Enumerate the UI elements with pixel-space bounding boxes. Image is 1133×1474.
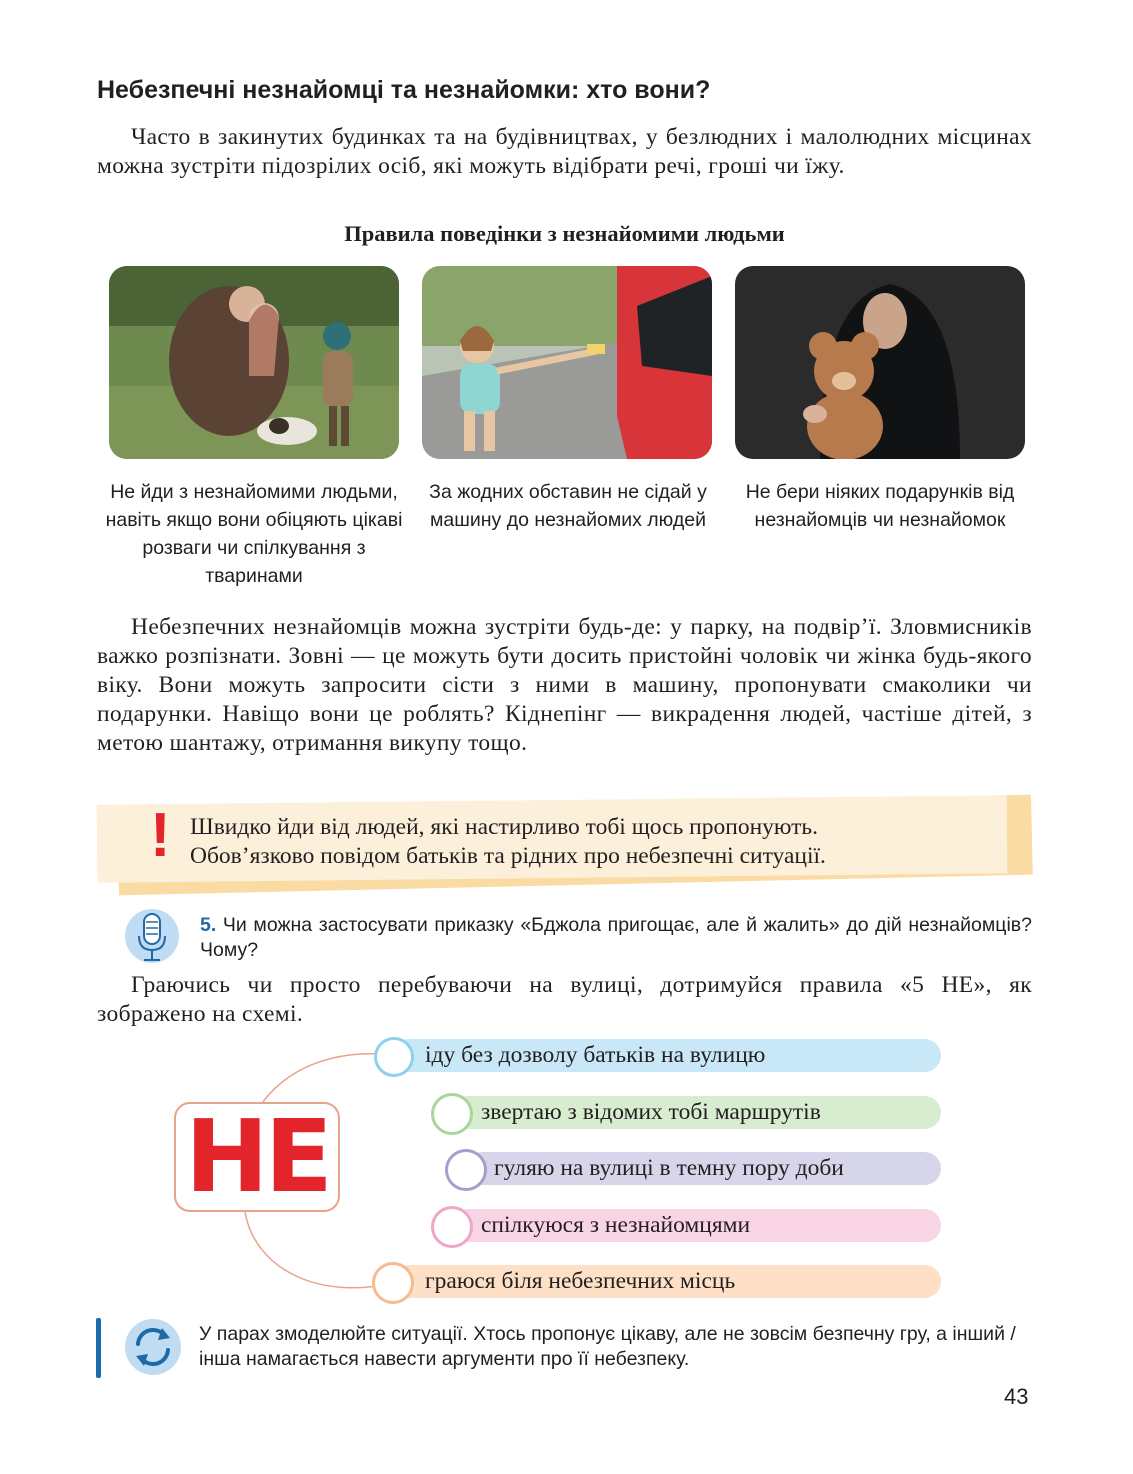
body-paragraph: Небезпечних незнайомців можна зустріти будь-де: у парку, на подвір’ї. Зловмисників важко розпізнати. Зовні — це можуть бути досить пристойні чоловік чи жінка будь-якого віку. Вони можуть запросити сісти з ними в машину, пропонувати смаколики чи подарунки. Навіщо вони це роблять? Кіднепінг — викрадення людей, частіше дітей, з метою шантажу, отримання викупу тощо. [97, 614, 1032, 756]
scheme-circle-4 [431, 1206, 473, 1248]
photo-girl-at-car [422, 266, 712, 459]
photo-man-with-teddy-bear [735, 266, 1025, 459]
warning-line-1: Швидко йди від людей, які настирливо тобі щось пропонують. [190, 814, 819, 840]
ne-center-label: НЕ [184, 1098, 329, 1215]
scheme-item-5 [392, 1265, 941, 1298]
scheme-item-1-text: іду без дозволу батьків на вулицю [425, 1042, 766, 1068]
intro-paragraph: Часто в закинутих будинках та на будівництвах, у безлюдних і малолюдних місцинах можна зустріти підозрілих осіб, які можуть відібрати речі, гроші чи їжу. [97, 124, 1032, 179]
question-text: Чи можна застосувати приказку «Бджола пригощає, але й жалить» до дій незнайомців? Чому? [200, 914, 1032, 961]
page-number: 43 [1004, 1384, 1029, 1409]
scheme-item-4-text: спілкуюся з незнайомцями [481, 1212, 751, 1238]
warning-line-2: Обов’язково повідом батьків та рідних про небезпечні ситуації. [190, 843, 826, 869]
pair-task-accent-bar [96, 1318, 101, 1378]
scheme-circle-1 [374, 1037, 414, 1077]
scheme-item-5-text: граюся біля небезпечних місць [425, 1268, 736, 1294]
pair-task-text: У парах змоделюйте ситуації. Хтось пропонує цікаву, але не зовсім безпечну гру, а інший / інша намагається навести аргументи про її небезпеку. [199, 1323, 1016, 1370]
scheme-circle-2 [431, 1093, 473, 1135]
question-5 [200, 913, 1032, 963]
scheme-circle-5 [372, 1262, 414, 1304]
scheme-item-4 [452, 1209, 941, 1242]
exclamation-icon: ! [150, 801, 171, 870]
question-number: 5. [200, 914, 217, 936]
rules-title: Правила поведінки з незнайомими людьми [344, 221, 785, 246]
caption-2: За жодних обставин не сідай у машину до незнайомих людей [429, 481, 707, 531]
scheme-item-3 [466, 1152, 941, 1185]
photo-family-with-dog [109, 266, 399, 459]
caption-1: Не йди з незнайомими людьми, навіть якщо вони обіцяють цікаві розваги чи спілкування з тваринами [105, 481, 403, 587]
caption-3: Не бери ніяких подарунків від незнайомців чи незнайомок [745, 481, 1015, 531]
pair-work-icon [124, 1318, 182, 1376]
page-heading: Небезпечні незнайомці та незнайомки: хто вони? [97, 76, 711, 104]
scheme-item-2 [452, 1096, 941, 1129]
warning-text [190, 813, 826, 871]
scheme-item-1 [392, 1039, 941, 1072]
scheme-intro: Граючись чи просто перебуваючи на вулиці, дотримуйся правила «5 НЕ», як зображено на схемі. [97, 972, 1032, 1027]
scheme-circle-3 [445, 1149, 487, 1191]
scheme-item-2-text: звертаю з відомих тобі маршрутів [481, 1099, 821, 1125]
scheme-item-3-text: гуляю на вулиці в темну пору доби [494, 1155, 844, 1181]
microphone-icon [124, 908, 180, 964]
